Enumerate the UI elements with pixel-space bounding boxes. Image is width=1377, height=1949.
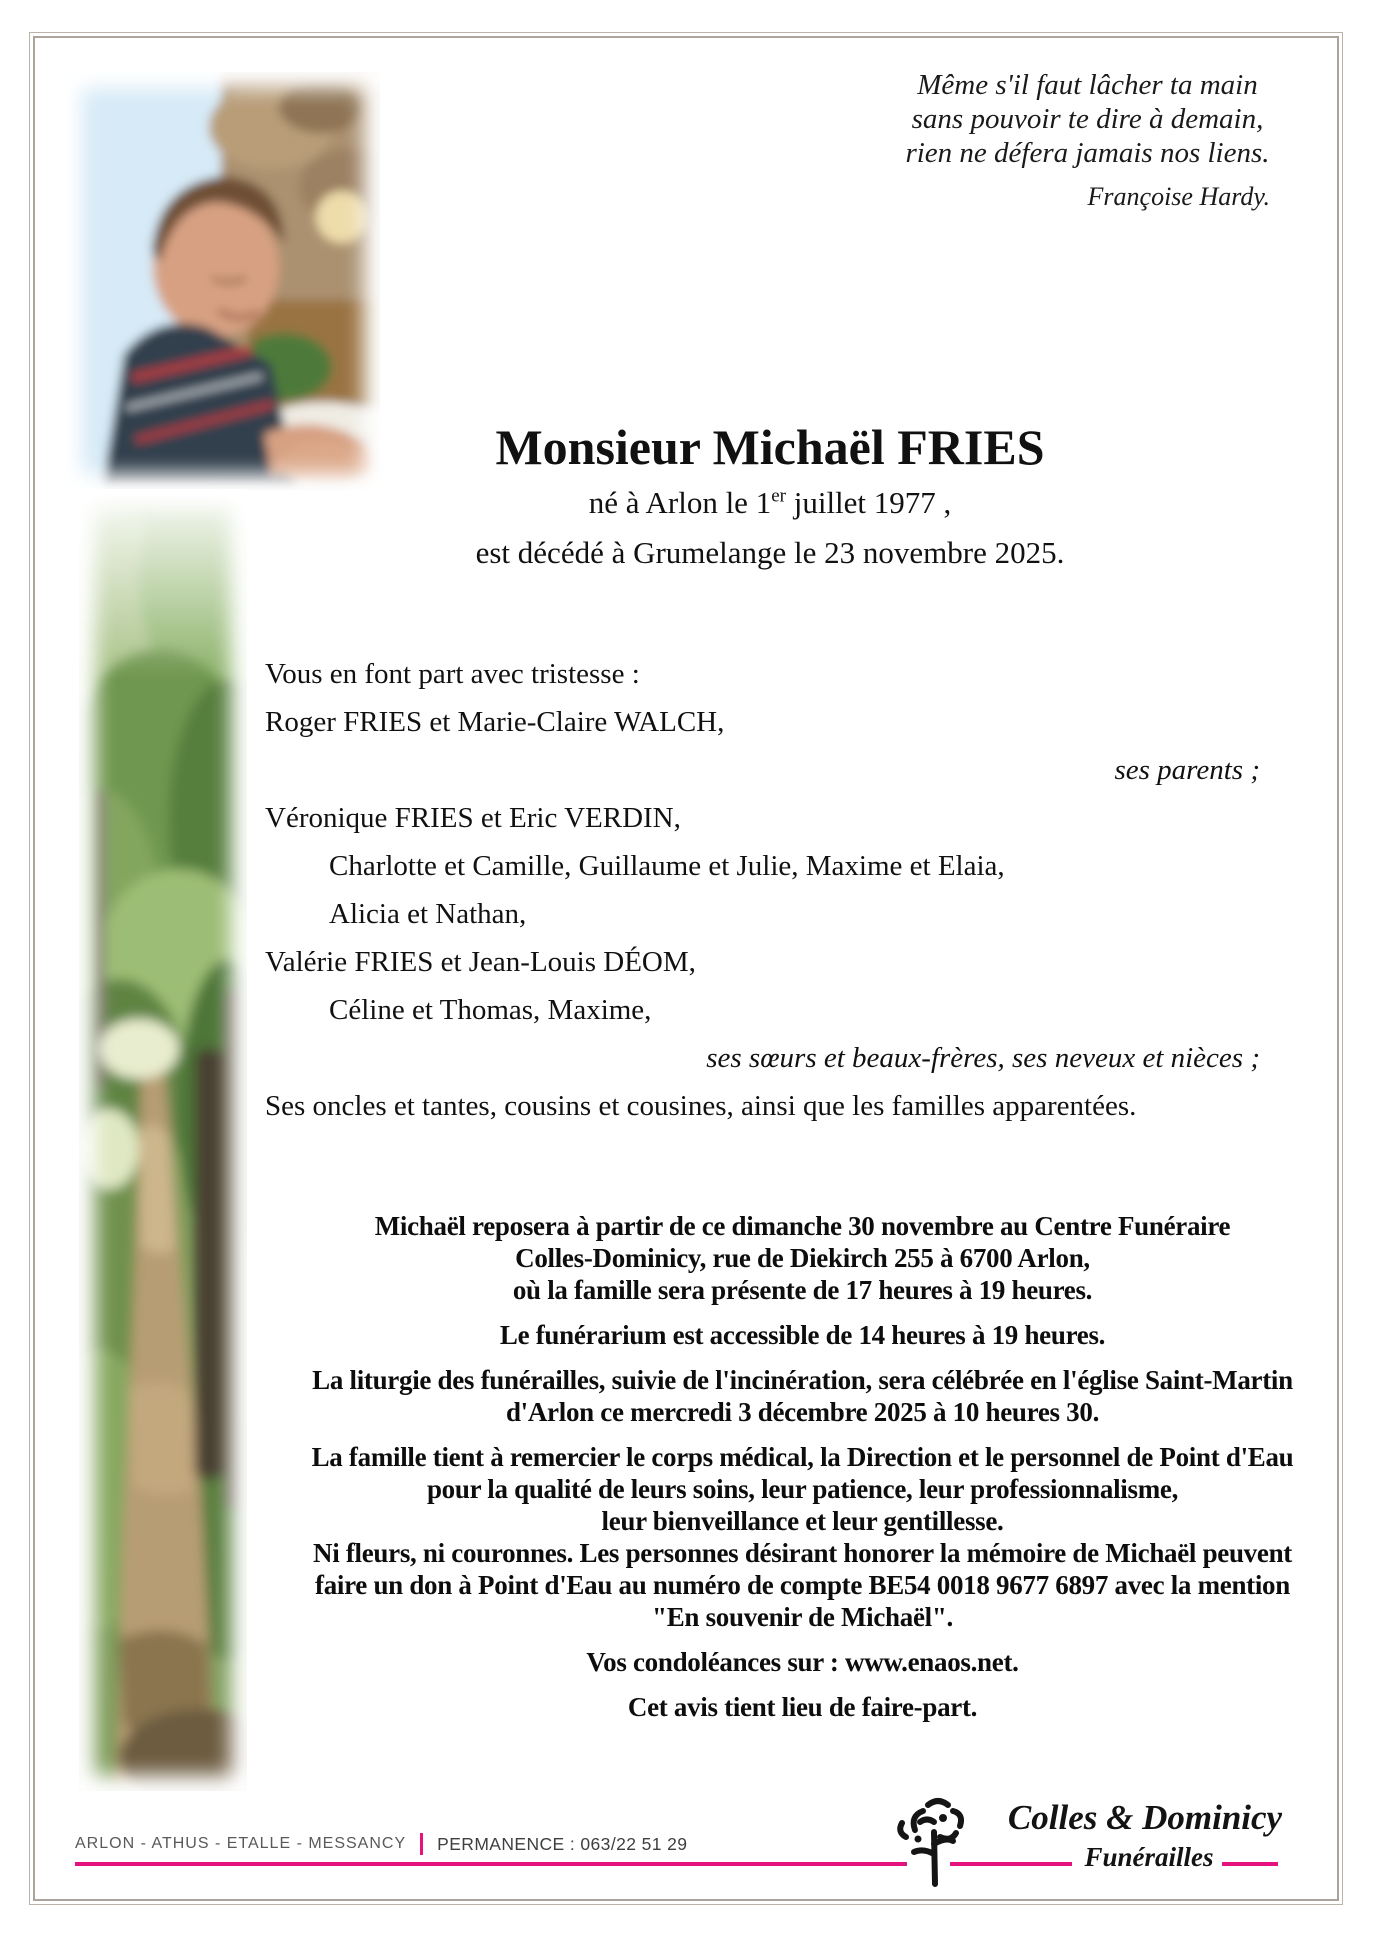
paragraph-liturgy — [260, 1364, 1345, 1428]
announcement-line: La liturgie des funérailles, suivie de l'incinération, sera célébrée en l'église Saint-Martin — [312, 1365, 1293, 1395]
announcement-line: La famille tient à remercier le corps médical, la Direction et le personnel de Point d'Eau — [311, 1442, 1294, 1472]
paragraph-funerarium — [260, 1319, 1345, 1351]
paragraph-condolences — [260, 1646, 1345, 1678]
quote-line: Même s'il faut lâcher ta main — [917, 69, 1258, 101]
birth-line-prefix: né à Arlon le 1 — [588, 485, 772, 520]
family-sister2: Valérie FRIES et Jean-Louis DÉOM, — [265, 946, 696, 978]
footer-accent-line-dash — [1222, 1862, 1278, 1866]
quote-line: sans pouvoir te dire à demain, — [911, 103, 1264, 135]
footer-permanence: PERMANENCE : 063/22 51 29 — [437, 1833, 688, 1854]
paragraph-donations — [260, 1537, 1345, 1633]
forest-path-photo-art — [79, 489, 247, 1791]
footer-locations: ARLON - ATHUS - ETALLE - MESSANCY — [75, 1835, 407, 1852]
family-intro: Vous en font part avec tristesse : — [265, 658, 640, 690]
family-sister2-children: Céline et Thomas, Maxime, — [329, 994, 652, 1026]
paragraph-thanks — [260, 1441, 1345, 1537]
birth-line — [210, 478, 1330, 528]
announcement-line: où la famille sera présente de 17 heures à 19 heures. — [512, 1275, 1093, 1305]
birth-death-dates — [210, 478, 1330, 578]
birth-line-ordinal: er — [771, 485, 786, 507]
announcement-line: faire un don à Point d'Eau au numéro de compte BE54 0018 9677 6897 avec la mention — [315, 1570, 1290, 1600]
announcement-line: d'Arlon ce mercredi 3 décembre 2025 à 10 heures 30. — [505, 1397, 1100, 1427]
family-sister1: Véronique FRIES et Eric VERDIN, — [265, 802, 681, 834]
quote-attribution: Françoise Hardy. — [1087, 182, 1270, 211]
family-section — [265, 650, 1260, 1130]
opening-quote — [865, 68, 1310, 214]
family-parents-label: ses parents ; — [1114, 754, 1260, 786]
tree-icon — [885, 1792, 985, 1888]
announcement-line: Cet avis tient lieu de faire-part. — [627, 1692, 978, 1722]
deceased-name-title: Monsieur Michaël FRIES — [495, 419, 1045, 475]
quote-line: rien ne défera jamais nos liens. — [905, 137, 1270, 169]
announcement-line: "En souvenir de Michaël". — [652, 1602, 953, 1632]
footer-contact — [75, 1833, 687, 1855]
announcement-line: Le funérarium est accessible de 14 heures à 19 heures. — [499, 1320, 1106, 1350]
forest-path-photo — [79, 489, 247, 1791]
family-extended: Ses oncles et tantes, cousins et cousines, ainsi que les familles apparentées. — [265, 1090, 1137, 1122]
death-line: est décédé à Grumelange le 23 novembre 2025. — [475, 535, 1065, 570]
family-siblings-label: ses sœurs et beaux-frères, ses neveux et nièces ; — [706, 1042, 1260, 1074]
paragraph-repose — [260, 1210, 1345, 1306]
funeral-announcement — [260, 1210, 1345, 1736]
announcement-line: Ni fleurs, ni couronnes. Les personnes désirant honorer la mémoire de Michaël peuvent — [313, 1538, 1292, 1568]
announcement-line: Colles-Dominicy, rue de Diekirch 255 à 6700 Arlon, — [515, 1243, 1090, 1273]
family-sister1-children2: Alicia et Nathan, — [329, 898, 527, 930]
birth-line-suffix: juillet 1977 , — [785, 485, 952, 520]
footer-separator-bar — [420, 1833, 423, 1855]
paragraph-notice — [260, 1691, 1345, 1723]
announcement-line: pour la qualité de leurs soins, leur patience, leur professionnalisme, — [426, 1474, 1179, 1504]
announcement-line: Michaël reposera à partir de ce dimanche 30 novembre au Centre Funéraire — [374, 1211, 1231, 1241]
brand-name: Colles & Dominicy — [1007, 1798, 1283, 1837]
brand-subtitle: Funérailles — [1084, 1842, 1214, 1872]
announcement-line: Vos condoléances sur : www.enaos.net. — [586, 1647, 1019, 1677]
family-sister1-children1: Charlotte et Camille, Guillaume et Julie, Maxime et Elaia, — [329, 850, 1005, 882]
footer-accent-line — [75, 1862, 907, 1866]
family-parents: Roger FRIES et Marie-Claire WALCH, — [265, 706, 725, 738]
announcement-line: leur bienveillance et leur gentillesse. — [601, 1506, 1004, 1536]
